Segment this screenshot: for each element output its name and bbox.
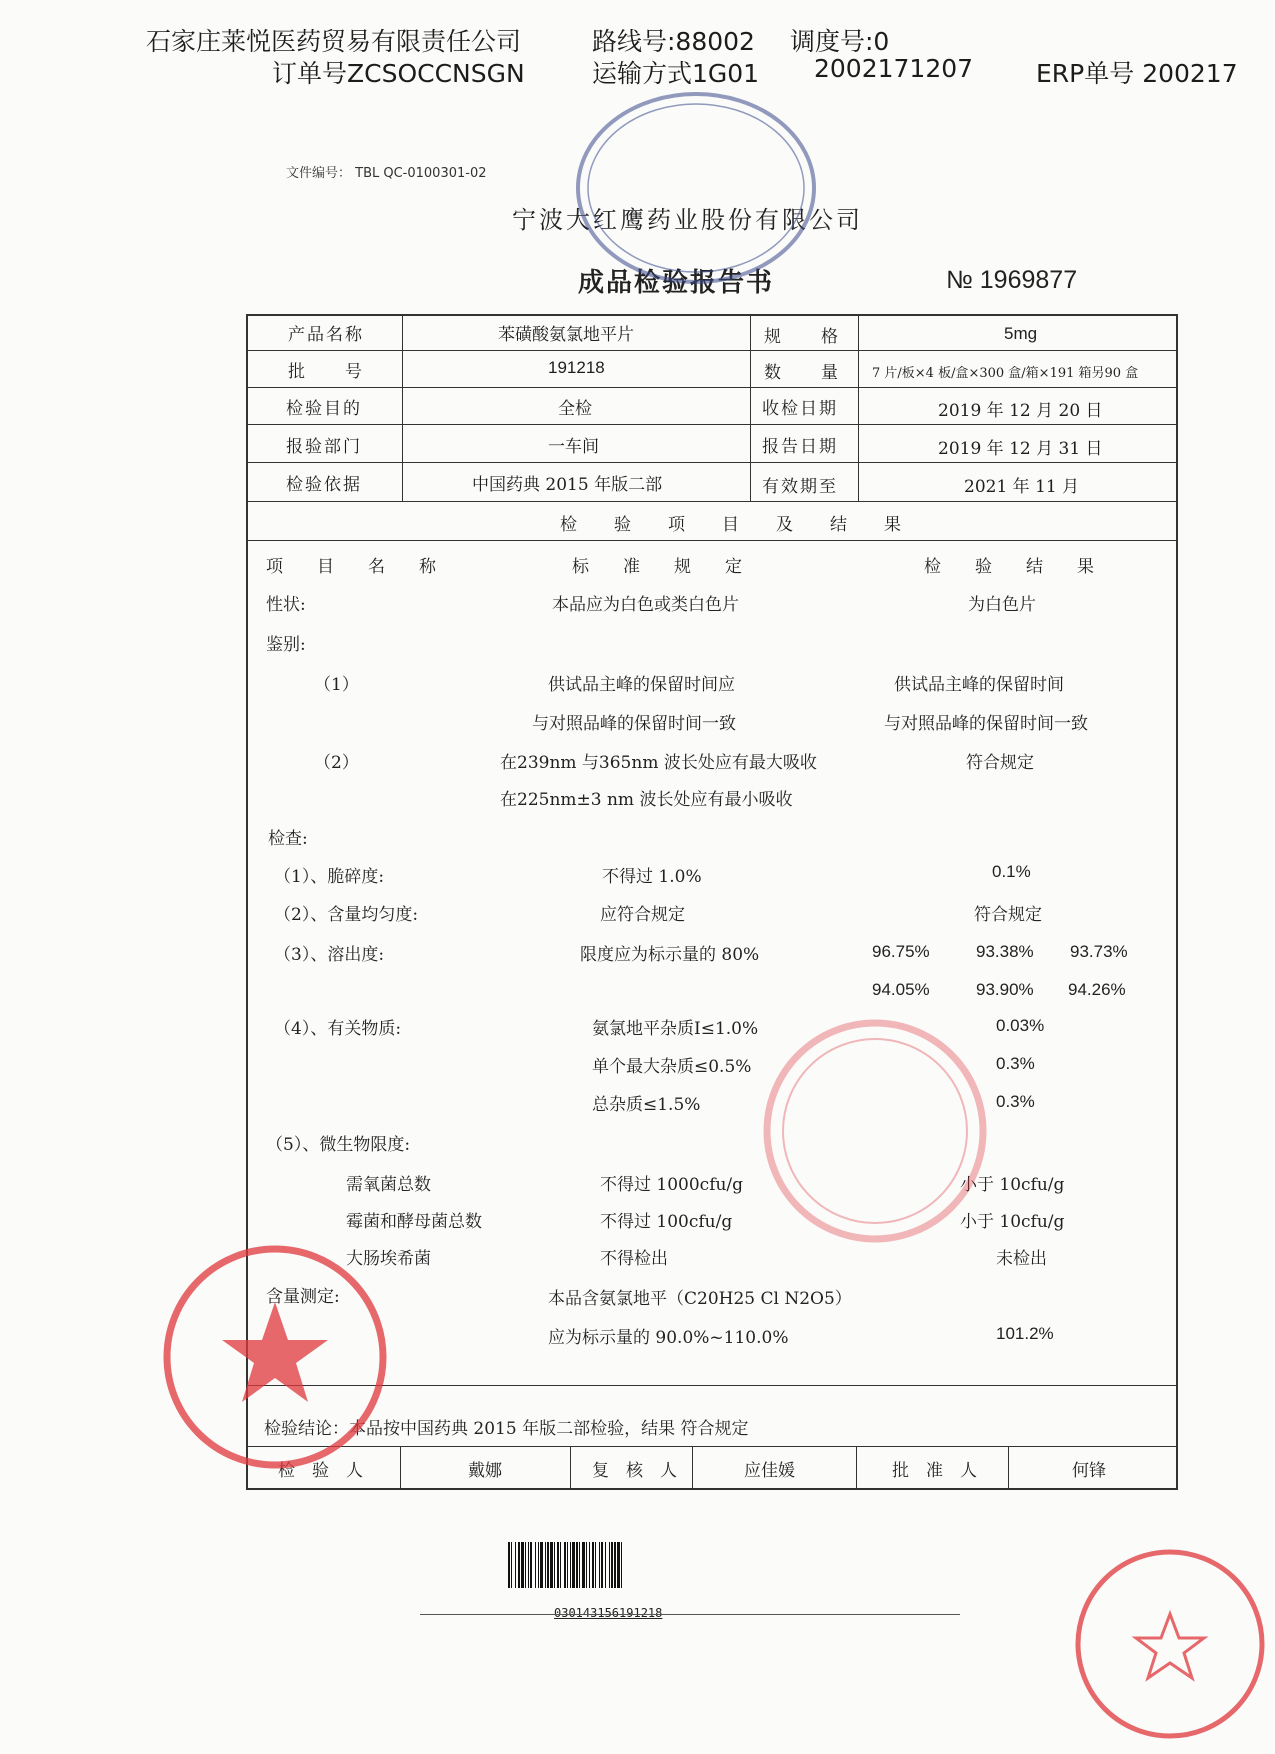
- friability-label: （1）、脆碎度:: [274, 867, 385, 887]
- ident1-result-a: 供试品主峰的保留时间: [894, 675, 1064, 695]
- barcode: [508, 1542, 778, 1588]
- assay-result: 101.2%: [996, 1324, 1054, 1343]
- dissolution-value: 93.73%: [1070, 942, 1128, 961]
- erp-number: ERP单号 200217: [1036, 59, 1238, 88]
- product-name: 苯磺酸氨氯地平片: [498, 325, 634, 345]
- related-result-2: 0.3%: [996, 1054, 1035, 1073]
- ecoli-standard: 不得检出: [600, 1249, 668, 1269]
- ident2-standard-b: 在225nm±3 nm 波长处应有最小吸收: [500, 790, 793, 810]
- related-result-1: 0.03%: [996, 1016, 1045, 1035]
- route-number: 路线号:88002: [592, 27, 755, 56]
- friability-standard: 不得过 1.0%: [602, 867, 702, 887]
- aerobic-label: 需氧菌总数: [346, 1175, 431, 1195]
- related-standard-2: 单个最大杂质≤0.5%: [592, 1057, 752, 1077]
- mold-yeast-result: 小于 10cfu/g: [960, 1212, 1065, 1232]
- batch-number: 191218: [548, 358, 605, 377]
- assay-label: 含量测定:: [266, 1287, 340, 1307]
- assay-standard-a: 本品含氨氯地平（C20H25 Cl N2O5）: [548, 1289, 852, 1309]
- related-substances-label: （4）、有关物质:: [274, 1019, 402, 1039]
- mold-yeast-standard: 不得过 100cfu/g: [600, 1212, 733, 1232]
- ecoli-result: 未检出: [996, 1249, 1047, 1269]
- label-basis: 检验依据: [286, 475, 362, 495]
- identification-label: 鉴别:: [266, 635, 306, 655]
- transport-mode: 运输方式1G01: [592, 59, 760, 88]
- label-batch: 批 号: [288, 362, 364, 382]
- grid-line: [246, 462, 1178, 463]
- grid-line: [246, 501, 1178, 502]
- assay-standard-b: 应为标示量的 90.0%~110.0%: [548, 1328, 789, 1348]
- receive-date: 2019 年 12 月 20 日: [938, 401, 1103, 421]
- basis-value: 中国药典 2015 年版二部: [472, 475, 663, 495]
- label-department: 报验部门: [286, 437, 362, 457]
- grid-line: [400, 1446, 401, 1490]
- issuer-seal: [572, 88, 820, 288]
- conclusion: 检验结论：本品按中国药典 2015 年版二部检验，结果 符合规定: [264, 1419, 749, 1439]
- report-number: № 1969877: [946, 266, 1078, 294]
- related-standard-3: 总杂质≤1.5%: [592, 1095, 701, 1115]
- divider: [420, 1614, 960, 1615]
- uniformity-label: （2）、含量均匀度:: [274, 905, 419, 925]
- grid-line: [692, 1446, 693, 1490]
- mold-yeast-label: 霉菌和酵母菌总数: [346, 1212, 482, 1232]
- ident2-result: 符合规定: [966, 753, 1034, 773]
- related-standard-1: 氨氯地平杂质Ⅰ≤1.0%: [592, 1019, 759, 1039]
- ident1-standard-a: 供试品主峰的保留时间应: [548, 675, 735, 695]
- expiry-value: 2021 年 11 月: [964, 477, 1080, 497]
- document-code: 2002171207: [814, 54, 974, 83]
- barcode-number: 030143156191218: [554, 1606, 663, 1620]
- barcode-bar: [622, 1542, 624, 1588]
- grid-line: [246, 540, 1178, 541]
- grid-line: [570, 1446, 571, 1490]
- grid-line: [246, 350, 1178, 351]
- appearance-label: 性状:: [266, 595, 306, 615]
- approver-label: 批 准 人: [892, 1461, 977, 1481]
- reviewer-label: 复 核 人: [592, 1461, 677, 1481]
- inspector-label: 检 验 人: [278, 1461, 363, 1481]
- ident2-number: （2）: [314, 753, 359, 773]
- microbial-label: （5）、微生物限度:: [266, 1135, 411, 1155]
- appearance-result: 为白色片: [968, 595, 1036, 615]
- department-value: 一车间: [548, 437, 599, 457]
- ident2-standard-a: 在239nm 与365nm 波长处应有最大吸收: [500, 753, 817, 773]
- col-standard-header: 标 准 规 定: [572, 557, 742, 577]
- dissolution-value: 94.05%: [872, 980, 930, 999]
- dissolution-standard: 限度应为标示量的 80%: [580, 945, 760, 965]
- label-report-date: 报告日期: [762, 437, 838, 457]
- appearance-standard: 本品应为白色或类白色片: [552, 595, 739, 615]
- col-result-header: 检 验 结 果: [924, 557, 1094, 577]
- dissolution-value: 96.75%: [872, 942, 930, 961]
- col-item-header: 项 目 名 称: [266, 557, 436, 577]
- reviewer-name: 应佳媛: [744, 1461, 795, 1481]
- grid-line: [246, 387, 1178, 388]
- purpose-value: 全检: [558, 399, 592, 419]
- ident1-standard-b: 与对照品峰的保留时间一致: [532, 714, 736, 734]
- label-expiry: 有效期至: [762, 477, 838, 497]
- related-result-3: 0.3%: [996, 1092, 1035, 1111]
- grid-line: [1008, 1446, 1009, 1490]
- checks-label: 检查:: [268, 829, 308, 849]
- file-number: 文件编号： TBL QC-0100301-02: [286, 166, 487, 181]
- grid-line: [246, 424, 1178, 425]
- label-product-name: 产品名称: [288, 325, 364, 345]
- order-number: 订单号ZCSOCCNSGN: [272, 59, 525, 88]
- ecoli-label: 大肠埃希菌: [346, 1249, 431, 1269]
- distributor-company: 石家庄莱悦医药贸易有限责任公司: [146, 27, 522, 56]
- approver-name: 何锋: [1072, 1461, 1106, 1481]
- dissolution-value: 93.90%: [976, 980, 1034, 999]
- friability-result: 0.1%: [992, 862, 1031, 881]
- label-quantity: 数 量: [764, 363, 840, 383]
- label-purpose: 检验目的: [286, 399, 362, 419]
- issuer-company: 宁波大红鹰药业股份有限公司: [512, 206, 863, 234]
- label-spec: 规 格: [764, 327, 840, 347]
- dispatch-number: 调度号:0: [790, 27, 890, 56]
- inspector-name: 戴娜: [468, 1461, 502, 1481]
- grid-line: [856, 1446, 857, 1490]
- ident1-number: （1）: [314, 675, 359, 695]
- label-receive-date: 收检日期: [762, 399, 838, 419]
- grid-line: [858, 314, 859, 501]
- quantity-value: 7 片/板×4 板/盒×300 盒/箱×191 箱另90 盒: [872, 366, 1139, 381]
- spec-value: 5mg: [1004, 324, 1038, 343]
- dissolution-value: 93.38%: [976, 942, 1034, 961]
- uniformity-standard: 应符合规定: [600, 905, 685, 925]
- dissolution-label: （3）、溶出度:: [274, 945, 385, 965]
- report-title: 成品检验报告书: [578, 268, 775, 298]
- uniformity-result: 符合规定: [974, 905, 1042, 925]
- center-red-seal: [760, 1016, 990, 1246]
- aerobic-result: 小于 10cfu/g: [960, 1175, 1065, 1195]
- left-red-seal: [160, 1242, 390, 1472]
- grid-line: [750, 314, 751, 501]
- bottom-right-red-seal: [1070, 1544, 1270, 1744]
- report-date: 2019 年 12 月 31 日: [938, 439, 1103, 459]
- aerobic-standard: 不得过 1000cfu/g: [600, 1175, 744, 1195]
- grid-line: [402, 314, 403, 501]
- dissolution-value: 94.26%: [1068, 980, 1126, 999]
- ident1-result-b: 与对照品峰的保留时间一致: [884, 714, 1088, 734]
- results-section-title: 检 验 项 目 及 结 果: [560, 515, 902, 535]
